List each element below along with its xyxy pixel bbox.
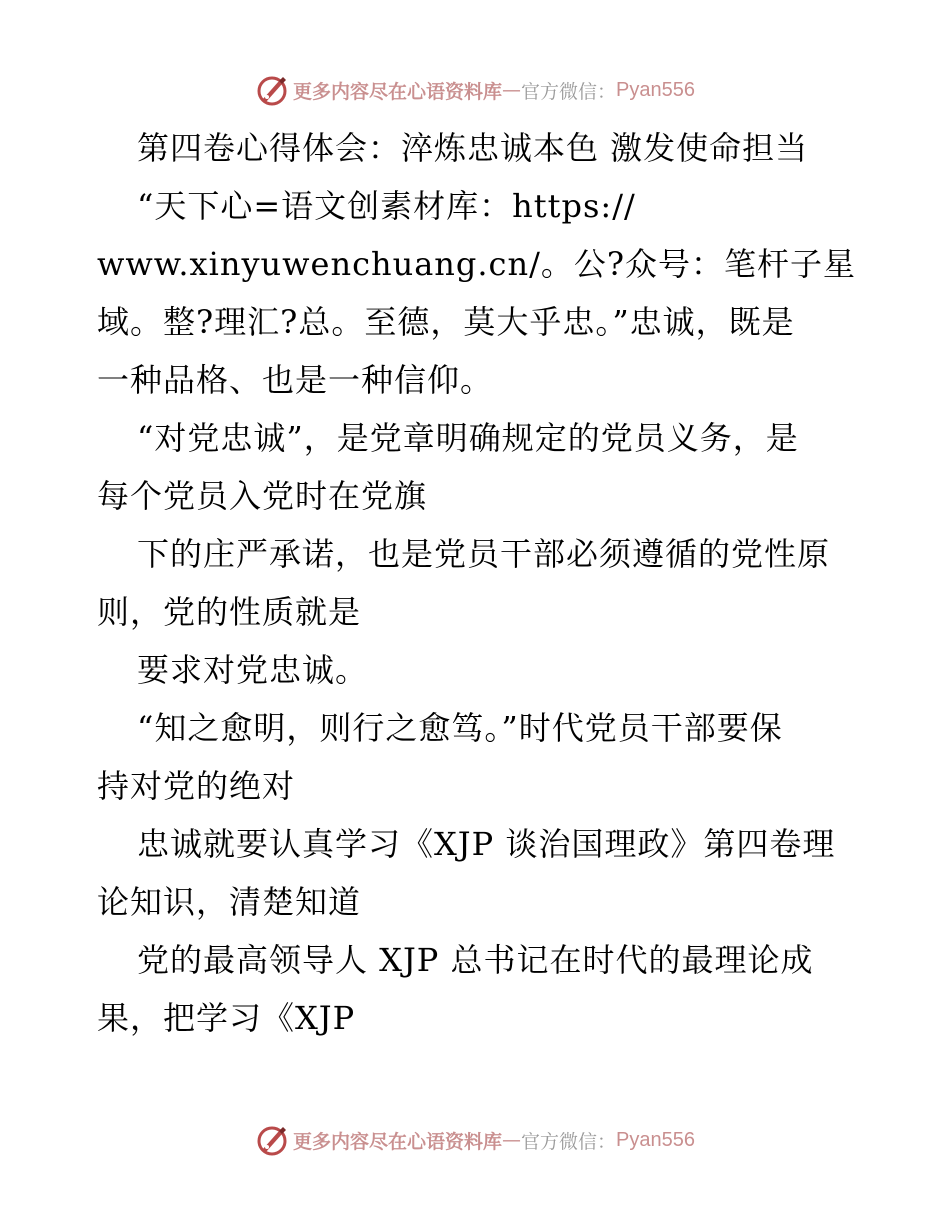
text-line: 忠诚就要认真学习《XJP 谈治国理政》第四卷理 xyxy=(137,825,836,863)
text-line: 每个党员入党时在党旗 xyxy=(97,477,428,515)
text-line: 持对党的绝对 xyxy=(97,767,296,805)
text-line: “对党忠诚”，是党章明确规定的党员义务，是 xyxy=(137,419,799,457)
header-site-text: 更多内容尽在心语资料库 xyxy=(293,80,503,103)
pen-logo-icon xyxy=(255,73,289,107)
document-body xyxy=(97,119,857,1047)
text-line: 要求对党忠诚。 xyxy=(137,651,369,689)
footer-dash: — xyxy=(502,1129,522,1151)
header-wechat-id: Pyan556 xyxy=(616,78,695,101)
text-line: 党的最高领导人 XJP 总书记在时代的最理论成 xyxy=(137,941,814,979)
text-line: 果，把学习《XJP xyxy=(97,999,356,1037)
document-title: 第四卷心得体会：淬炼忠诚本色 激发使命担当 xyxy=(137,129,809,167)
text-line: www.xinyuwenchuang.cn/。公?众号：笔杆子星 xyxy=(97,245,857,283)
header-banner xyxy=(0,72,950,108)
text-line: “天下心=语文创素材库：https:// xyxy=(137,187,636,225)
text-line: “知之愈明，则行之愈笃。”时代党员干部要保 xyxy=(137,709,783,747)
text-line: 下的庄严承诺，也是党员干部必须遵循的党性原 xyxy=(137,535,831,573)
text-line: 一种品格、也是一种信仰。 xyxy=(97,361,494,399)
text-line: 论知识，清楚知道 xyxy=(97,883,362,921)
text-line: 域。整?理汇?总。至德，莫大乎忠。”忠诚，既是 xyxy=(97,303,795,341)
footer-banner xyxy=(0,1122,950,1158)
header-wechat-label: 官方微信： xyxy=(521,80,617,103)
header-dash: — xyxy=(502,79,522,101)
footer-wechat-id: Pyan556 xyxy=(616,1128,695,1151)
footer-wechat-label: 官方微信： xyxy=(521,1130,617,1153)
text-line: 则，党的性质就是 xyxy=(97,593,362,631)
pen-logo-icon xyxy=(255,1123,289,1157)
footer-site-text: 更多内容尽在心语资料库 xyxy=(293,1130,503,1153)
